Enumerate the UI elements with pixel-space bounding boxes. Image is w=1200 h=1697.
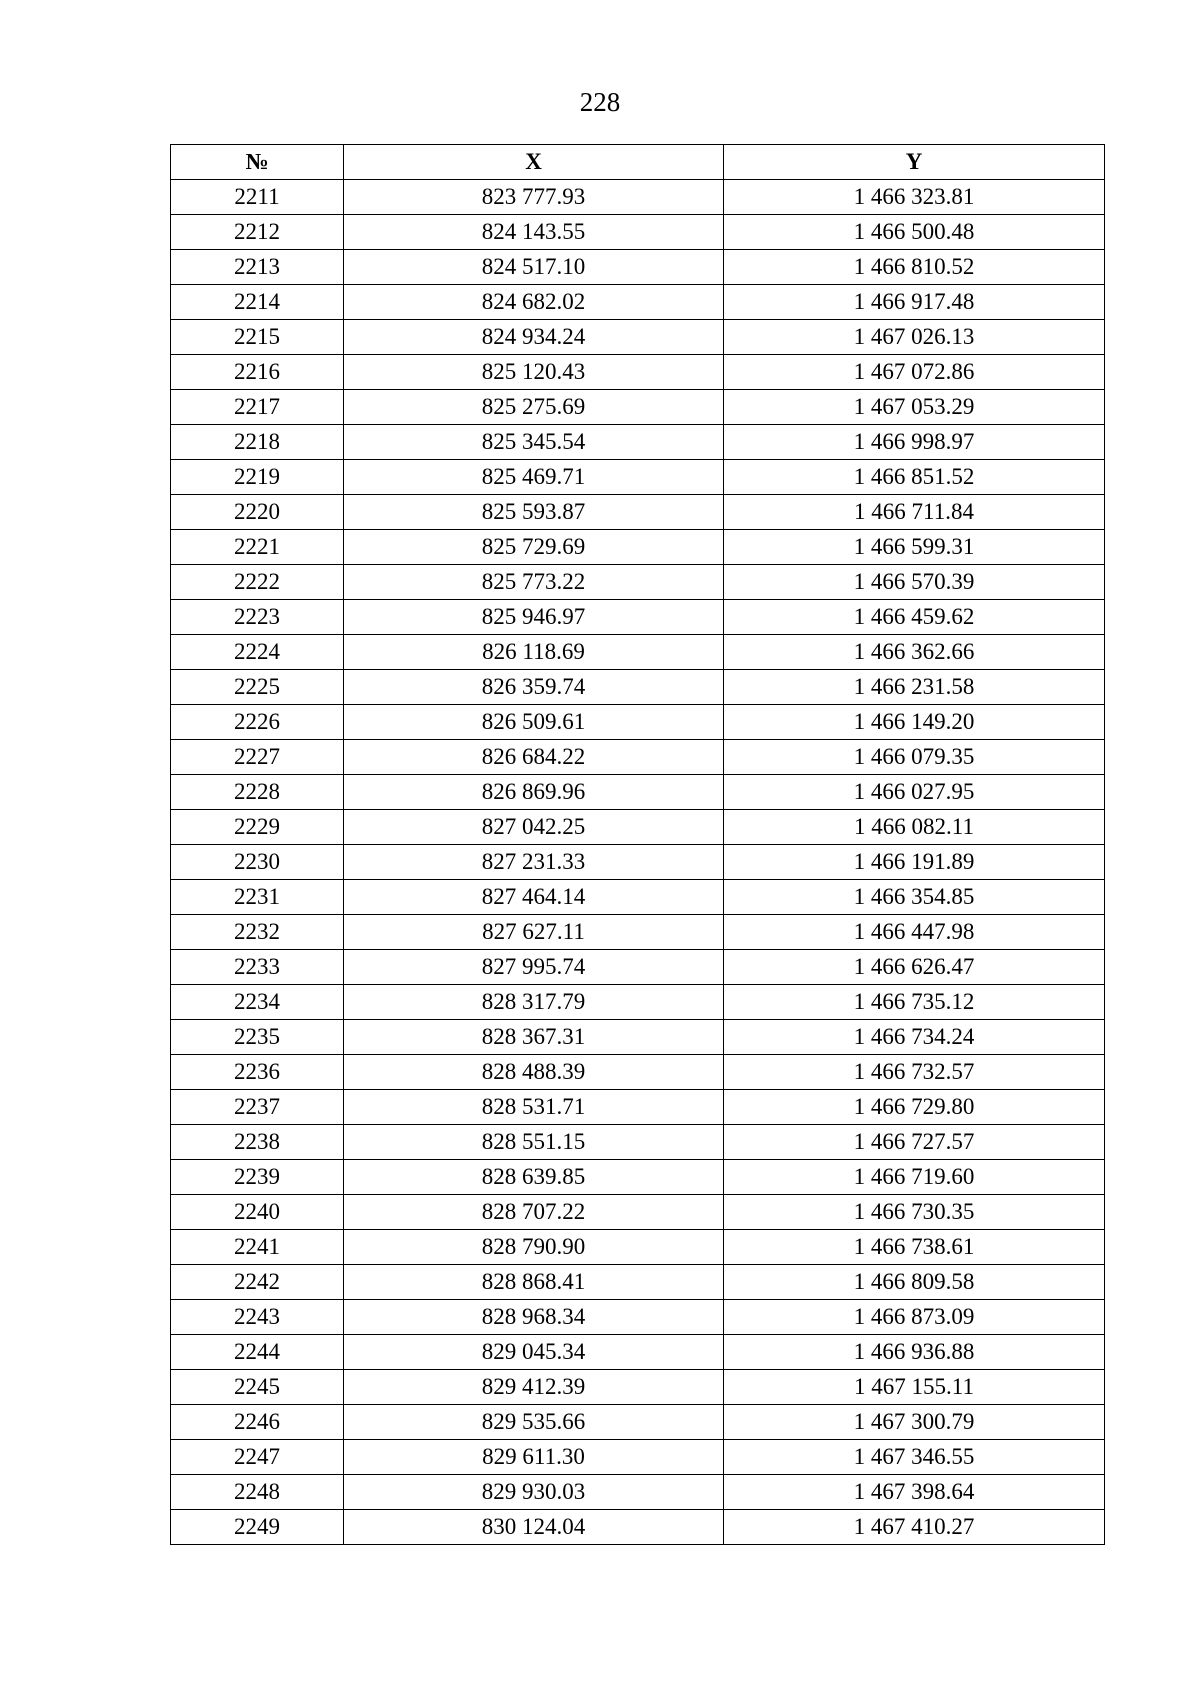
cell-y: 1 466 079.35	[724, 740, 1105, 775]
cell-x: 828 639.85	[344, 1160, 724, 1195]
cell-number: 2234	[171, 985, 344, 1020]
cell-y: 1 466 729.80	[724, 1090, 1105, 1125]
cell-number: 2240	[171, 1195, 344, 1230]
cell-x: 823 777.93	[344, 180, 724, 215]
cell-x: 826 359.74	[344, 670, 724, 705]
cell-x: 827 231.33	[344, 845, 724, 880]
table-row	[171, 810, 1105, 845]
cell-y: 1 466 626.47	[724, 950, 1105, 985]
cell-number: 2249	[171, 1510, 344, 1545]
cell-y: 1 467 072.86	[724, 355, 1105, 390]
table-row	[171, 1405, 1105, 1440]
cell-number: 2245	[171, 1370, 344, 1405]
cell-y: 1 466 732.57	[724, 1055, 1105, 1090]
cell-number: 2213	[171, 250, 344, 285]
cell-number: 2246	[171, 1405, 344, 1440]
table-row	[171, 740, 1105, 775]
cell-x: 824 517.10	[344, 250, 724, 285]
column-header-number: №	[171, 145, 344, 180]
cell-y: 1 466 719.60	[724, 1160, 1105, 1195]
table-row	[171, 1055, 1105, 1090]
cell-y: 1 466 447.98	[724, 915, 1105, 950]
table-row	[171, 635, 1105, 670]
cell-y: 1 466 191.89	[724, 845, 1105, 880]
cell-number: 2235	[171, 1020, 344, 1055]
cell-number: 2220	[171, 495, 344, 530]
cell-x: 825 469.71	[344, 460, 724, 495]
table-row	[171, 215, 1105, 250]
cell-number: 2247	[171, 1440, 344, 1475]
table-row	[171, 355, 1105, 390]
cell-x: 828 868.41	[344, 1265, 724, 1300]
cell-number: 2223	[171, 600, 344, 635]
table-row	[171, 1090, 1105, 1125]
cell-x: 825 946.97	[344, 600, 724, 635]
cell-number: 2244	[171, 1335, 344, 1370]
cell-number: 2214	[171, 285, 344, 320]
cell-x: 827 464.14	[344, 880, 724, 915]
cell-x: 829 535.66	[344, 1405, 724, 1440]
cell-number: 2216	[171, 355, 344, 390]
cell-number: 2233	[171, 950, 344, 985]
column-header-y: Y	[724, 145, 1105, 180]
table-row	[171, 845, 1105, 880]
cell-x: 825 729.69	[344, 530, 724, 565]
cell-number: 2236	[171, 1055, 344, 1090]
cell-x: 825 345.54	[344, 425, 724, 460]
coordinates-table	[170, 144, 1105, 1545]
table-row	[171, 1195, 1105, 1230]
cell-number: 2221	[171, 530, 344, 565]
cell-number: 2239	[171, 1160, 344, 1195]
table-row	[171, 565, 1105, 600]
cell-y: 1 466 809.58	[724, 1265, 1105, 1300]
cell-y: 1 466 998.97	[724, 425, 1105, 460]
table-row	[171, 1335, 1105, 1370]
cell-number: 2242	[171, 1265, 344, 1300]
cell-number: 2224	[171, 635, 344, 670]
table-row	[171, 1020, 1105, 1055]
cell-number: 2243	[171, 1300, 344, 1335]
cell-number: 2237	[171, 1090, 344, 1125]
cell-number: 2241	[171, 1230, 344, 1265]
cell-y: 1 466 500.48	[724, 215, 1105, 250]
table-row	[171, 1160, 1105, 1195]
cell-number: 2219	[171, 460, 344, 495]
table-row	[171, 460, 1105, 495]
cell-number: 2248	[171, 1475, 344, 1510]
table-row	[171, 1440, 1105, 1475]
cell-y: 1 466 362.66	[724, 635, 1105, 670]
cell-x: 828 531.71	[344, 1090, 724, 1125]
cell-number: 2230	[171, 845, 344, 880]
cell-number: 2226	[171, 705, 344, 740]
cell-y: 1 466 599.31	[724, 530, 1105, 565]
cell-x: 828 367.31	[344, 1020, 724, 1055]
cell-number: 2231	[171, 880, 344, 915]
table-row	[171, 285, 1105, 320]
cell-x: 828 317.79	[344, 985, 724, 1020]
cell-number: 2227	[171, 740, 344, 775]
cell-x: 825 773.22	[344, 565, 724, 600]
cell-y: 1 466 323.81	[724, 180, 1105, 215]
cell-y: 1 466 082.11	[724, 810, 1105, 845]
cell-x: 826 869.96	[344, 775, 724, 810]
cell-x: 829 611.30	[344, 1440, 724, 1475]
cell-x: 828 968.34	[344, 1300, 724, 1335]
table-row	[171, 1510, 1105, 1545]
cell-y: 1 467 155.11	[724, 1370, 1105, 1405]
cell-x: 827 042.25	[344, 810, 724, 845]
cell-number: 2229	[171, 810, 344, 845]
cell-x: 828 488.39	[344, 1055, 724, 1090]
cell-y: 1 467 410.27	[724, 1510, 1105, 1545]
table-row	[171, 180, 1105, 215]
cell-y: 1 466 734.24	[724, 1020, 1105, 1055]
table-row	[171, 1300, 1105, 1335]
cell-x: 825 120.43	[344, 355, 724, 390]
cell-x: 824 143.55	[344, 215, 724, 250]
cell-x: 828 551.15	[344, 1125, 724, 1160]
cell-y: 1 466 354.85	[724, 880, 1105, 915]
cell-x: 830 124.04	[344, 1510, 724, 1545]
cell-number: 2232	[171, 915, 344, 950]
table-row	[171, 950, 1105, 985]
cell-number: 2211	[171, 180, 344, 215]
table-row	[171, 1475, 1105, 1510]
cell-number: 2238	[171, 1125, 344, 1160]
cell-y: 1 467 398.64	[724, 1475, 1105, 1510]
cell-y: 1 466 730.35	[724, 1195, 1105, 1230]
table-row	[171, 915, 1105, 950]
cell-y: 1 466 936.88	[724, 1335, 1105, 1370]
table-row	[171, 1125, 1105, 1160]
cell-number: 2218	[171, 425, 344, 460]
cell-x: 829 930.03	[344, 1475, 724, 1510]
cell-y: 1 466 917.48	[724, 285, 1105, 320]
cell-x: 829 045.34	[344, 1335, 724, 1370]
cell-y: 1 467 346.55	[724, 1440, 1105, 1475]
table-row	[171, 390, 1105, 425]
table-row	[171, 1265, 1105, 1300]
cell-y: 1 466 231.58	[724, 670, 1105, 705]
table-row	[171, 425, 1105, 460]
cell-x: 828 707.22	[344, 1195, 724, 1230]
table-row	[171, 775, 1105, 810]
cell-y: 1 466 810.52	[724, 250, 1105, 285]
table-row	[171, 320, 1105, 355]
cell-y: 1 467 053.29	[724, 390, 1105, 425]
cell-x: 824 934.24	[344, 320, 724, 355]
cell-y: 1 467 300.79	[724, 1405, 1105, 1440]
cell-y: 1 466 738.61	[724, 1230, 1105, 1265]
table-row	[171, 530, 1105, 565]
cell-y: 1 466 873.09	[724, 1300, 1105, 1335]
page-number: 228	[579, 87, 621, 117]
table-row	[171, 670, 1105, 705]
cell-y: 1 466 459.62	[724, 600, 1105, 635]
table-row	[171, 1370, 1105, 1405]
cell-x: 829 412.39	[344, 1370, 724, 1405]
cell-y: 1 466 149.20	[724, 705, 1105, 740]
cell-x: 825 275.69	[344, 390, 724, 425]
cell-number: 2212	[171, 215, 344, 250]
cell-y: 1 466 851.52	[724, 460, 1105, 495]
cell-x: 825 593.87	[344, 495, 724, 530]
cell-x: 827 627.11	[344, 915, 724, 950]
cell-y: 1 467 026.13	[724, 320, 1105, 355]
cell-number: 2215	[171, 320, 344, 355]
table-header-row	[171, 145, 1105, 180]
table-row	[171, 495, 1105, 530]
cell-number: 2222	[171, 565, 344, 600]
cell-x: 826 684.22	[344, 740, 724, 775]
cell-x: 826 118.69	[344, 635, 724, 670]
table-row	[171, 600, 1105, 635]
cell-number: 2217	[171, 390, 344, 425]
cell-y: 1 466 711.84	[724, 495, 1105, 530]
cell-x: 828 790.90	[344, 1230, 724, 1265]
table-row	[171, 250, 1105, 285]
cell-number: 2225	[171, 670, 344, 705]
cell-y: 1 466 027.95	[724, 775, 1105, 810]
column-header-x: X	[344, 145, 724, 180]
table-row	[171, 1230, 1105, 1265]
cell-x: 826 509.61	[344, 705, 724, 740]
table-row	[171, 985, 1105, 1020]
cell-x: 827 995.74	[344, 950, 724, 985]
cell-number: 2228	[171, 775, 344, 810]
cell-x: 824 682.02	[344, 285, 724, 320]
cell-y: 1 466 735.12	[724, 985, 1105, 1020]
cell-y: 1 466 727.57	[724, 1125, 1105, 1160]
cell-y: 1 466 570.39	[724, 565, 1105, 600]
table-body	[171, 180, 1105, 1545]
table-row	[171, 880, 1105, 915]
table-row	[171, 705, 1105, 740]
